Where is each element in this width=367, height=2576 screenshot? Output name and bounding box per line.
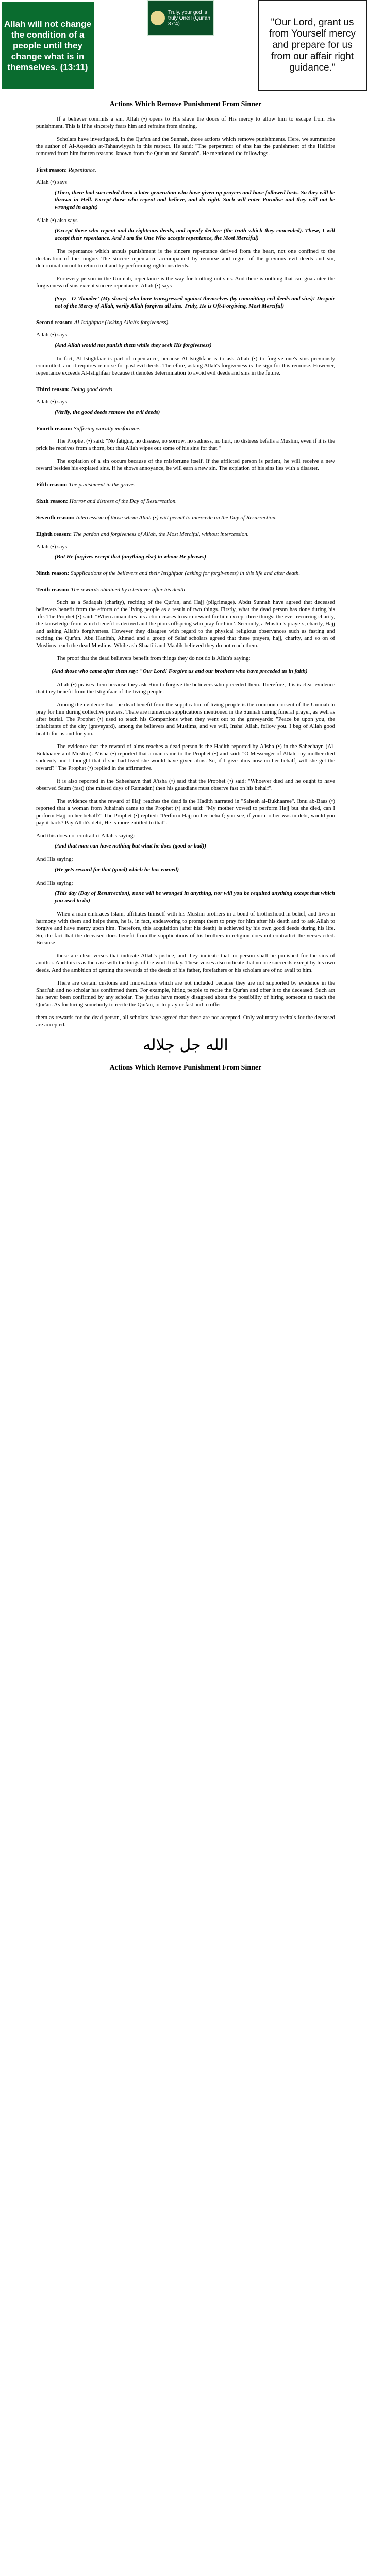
reason-heading-8: Eighth reason: The pardon and forgiveness of Allah, the Most Merciful, without intercession.	[36, 531, 249, 537]
reason-heading-3: Third reason: Doing good deeds	[36, 386, 112, 393]
quran-quote: (Say: "O 'Ibaadee' (My slaves) who have transgressed against themselves (by committing evil deeds and sins)! Despair not of the Mercy of Allah, verily Allah forgives all sins. Truly, He is Oft-Forgiving, Most Merciful)	[55, 296, 335, 309]
paragraph: When a man embraces Islam, affiliates himself with his Muslim brothers in a bond of brotherhood in belief, and lives in harmony with them and helps them, he is, in fact, endeavoring to prompt them to pray for him after his death and to ask Allah to forgive and have mercy upon him. Therefore, this acquisition (after his death) is achieved by his own good deeds during his life. So, the fact that the deceased does benefit from the supplications of his brothers in religion does not contradict the verses cited. Because	[36, 911, 335, 946]
footer-title: Actions Which Remove Punishment From Sinner	[109, 1064, 262, 1072]
paragraph: The repentance which annuls punishment is the sincere repentance derived from the heart, not one confined to the declaration of the tongue. The sincere repentance accompanied by remorse and regret of the previous evil deeds and sin, determination not to return to it and by performing righteous deeds.	[36, 248, 335, 269]
reason-heading-9: Ninth reason: Supplications of the believers and their Istighfaar (asking for forgiveness) in this life and after death.	[36, 570, 301, 577]
reason-heading-5: Fifth reason: The punishment in the grave.	[36, 482, 135, 488]
says-line: And His saying:	[36, 880, 73, 886]
article	[36, 101, 335, 1072]
arabic-calligraphy: الله جل جلاله	[143, 1036, 228, 1054]
quran-quote: (Except those who repent and do righteous deeds, and openly declare (the truth which they concealed). These, I will accept their repentance. And I am the One Who accepts repentance, the Most Merciful)	[55, 228, 335, 241]
paragraph: It is also reported in the Saheehayn that A'isha (•) said that the Prophet (•) said: "Whoever died and he ought to have observed Saum (fast) (the missed days of Ramadan) then his guardians must observe fast on his behalf".	[36, 778, 335, 791]
article-title: Actions Which Remove Punishment From Sinner	[109, 100, 262, 108]
says-line: Allah (•) says	[36, 399, 68, 405]
page-header	[0, 0, 367, 91]
quran-quote: (Then, there had succeeded them a later generation who have given up prayers and have followed lusts. So they will be thrown in Hell. Except those who repent and believe, and do right. Such will enter Paradise and they will not be wronged in aught)	[55, 190, 335, 210]
paragraph: The proof that the dead believers benefit from things they do not do is Allah's saying:	[57, 655, 251, 662]
tawheed-badge	[147, 0, 214, 36]
quran-quote: (But He forgives except that (anything else) to whom He pleases)	[55, 554, 206, 560]
says-line: Allah (•) also says	[36, 217, 78, 224]
paragraph: The expiation of a sin occurs because of the misfortune itself. If the afflicted person is patient, he will receive a new reward besides his expiated sins. If he shows annoyance, he will earn a new sin. The expiation of his sins lies with a disaster.	[36, 458, 335, 471]
quran-quote: (He gets reward for that (good) which he has earned)	[55, 867, 179, 873]
paragraph: In fact, Al-Istighfaar is part of repentance, because Al-Istighfaar is to ask Allah (•) to forgive one's sins previously committed, and it requires remorse for past evil deeds. Therefore, asking Allah's forgiveness is the sign for this remorse. However, repentance exceeds Al-Istighfaar because it denotes determination to avoid evil deeds and sins in the future.	[36, 355, 335, 376]
dua-banner	[258, 0, 367, 91]
paragraph: The evidence that the reward of Hajj reaches the dead is the Hadith narrated in "Saheeh al-Bukhaaree". Ibnu ab-Baas (•) reported that a woman from Juhainah came to the Prophet (•) and said: "My mother vowed to perform Hajj but she died, can I perform Hajj on her behalf?" The Prophet (•) replied: "Perform Hajj on her behalf; you see, if your mother was in debt, would you pay it back? Pay Allah's debt, He is more entitled to that".	[36, 798, 335, 826]
says-line: And this does not contradict Allah's saying:	[36, 833, 135, 839]
reason-heading-10: Tenth reason: The rewards obtained by a believer after his death	[36, 587, 185, 593]
says-line: Allah (•) says	[36, 332, 68, 338]
paragraph: There are certain customs and innovations which are not included because they are not supported by evidence in the Shari'ah and no scholar has confirmed them. For example, hiring people to recite the Qur'an and offer it to the deceased. Such act has never been confirmed by any scholar. The jurists have mostly disagreed about the possibility of hiring someone to teach the Qur'an. As for hiring somebody to recite the Qur'an, or to pray or fast and to offer	[36, 980, 335, 1008]
paragraph: For every person in the Ummah, repentance is the way for blotting out sins. And there is nothing that can guarantee the forgiveness of sins except sincere repentance. Allah (•) says	[36, 276, 335, 289]
paragraph: Such as a Sadaqah (charity), reciting of the Qur'an, and Hajj (pilgrimage). Abdu Sunnah have agreed that deceased believers benefit from the efforts of the living people as a result of two things. Firstly, what the dead person has done during his life. The Prophet (•) said: "When a man dies his action ceases to earn reward for him except three things: the ever-recurring charity, the knowledge from which benefit is derived and the pious offspring who pray for him". Secondly, a Muslim's prayers, charity, Hajj and asking Allah's forgiveness. However they disagree with regard to the physical religious observances such as fasting and reciting the Qur'an. Abu Hanifah, Ahmad and a group of Salaf scholars agreed that these prayers, hajj, charity, and so on of Muslims reach the dead Muslims. While ash-Shaafi'i and Maalik believed they do not reach them.	[36, 599, 335, 649]
reason-heading-7: Seventh reason: Intercession of those whom Allah (•) will permit to intercede on the Day of Resurrection.	[36, 515, 277, 521]
paragraph: If a believer commits a sin, Allah (•) opens to His slave the doors of His mercy to allow him to escape from His punishment. This is if he sincerely fears him and refrains from sinning.	[36, 116, 335, 129]
says-line: Allah (•) says	[36, 179, 68, 185]
paragraph: them as rewards for the dead person, all scholars have agreed that these are not accepted. Only voluntary recitals for the deceased are accepted.	[36, 1014, 335, 1028]
quran-quote: (This day (Day of Resurrection), none will be wronged in anything, nor will you be requited anything except that which you used to do)	[55, 890, 335, 904]
says-line: And His saying:	[36, 856, 73, 862]
says-line: Allah (•) says	[36, 544, 68, 550]
quran-quote: (And those who came after them say: "Our Lord! Forgive us and our brothers who have preceded us in faith)	[52, 668, 308, 674]
reason-heading-4: Fourth reason: Suffering worldly misfortune.	[36, 426, 141, 432]
quran-quote: (And that man can have nothing but what he does (good or bad))	[55, 843, 206, 849]
paragraph: Allah (•) praises them because they ask Him to forgive the believers who preceded them. Therefore, this is clear evidence that they benefit from the Istighfaar of the living people.	[36, 682, 335, 695]
paragraph: these are clear verses that indicate Allah's justice, and they indicate that no person shall be punished for the sins of another. And this is as the case with the kings of the world today. These verses also indicate that no one succeeds except by his own deeds. And the ambition of getting the rewards of the deeds of his father, forefathers or his scholars are of no avail to him.	[36, 953, 335, 973]
quran-verse-text: Allah will not change the condition of a people until they change what is in themselves. (13:11)	[4, 19, 92, 72]
paragraph: Scholars have investigated, in the Qur'an and the Sunnah, those actions which remove punishments. Here, we summarize the author of Al-Aqeedah at-Tahaawiyyah in this respect. He said: "The perpetrator of sins has the punishment of the Hellfire removed from him for ten reasons, known from the Qur'an and Sunnah". He mentioned the followings.	[36, 136, 335, 157]
seal-icon	[151, 11, 165, 25]
quran-quote: (Verily, the good deeds remove the evil deeds)	[55, 409, 160, 415]
dua-text: "Our Lord, grant us from Yourself mercy and prepare for us from our affair right guidance."	[269, 17, 356, 73]
reason-heading-1: First reason: Repentance.	[36, 167, 96, 173]
reason-heading-6: Sixth reason: Horror and distress of the Day of Resurrection.	[36, 498, 177, 504]
quran-quote: (And Allah would not punish them while they seek His forgiveness)	[55, 342, 212, 348]
paragraph: Among the evidence that the dead benefit from the supplication of living people is the common consent of the Ummah to pray for him during collective prayers. There are numerous supplications mentioned in the Sunnah during funeral prayer, as well as after burial. The Prophet (•) used to teach his Companions when they went out to the graveyards: "Peace be upon you, the inhabitants of the city (graveyard), among the believers and Muslims, and we will, Insha' Allah, follow you. I beg of Allah good health for us and for you."	[36, 702, 335, 737]
paragraph: The Prophet (•) said: "No fatigue, no disease, no sorrow, no sadness, no hurt, no distress befalls a Muslim, even if it is the prick he receives from a thorn, but that Allah wipes out some of his sins for that."	[36, 438, 335, 451]
badge-text: Truly, your god is truly One!! (Qur'an 37:4)	[168, 9, 210, 27]
reason-heading-2: Second reason: Al-Istighfaar (Asking Allah's forgiveness).	[36, 319, 170, 326]
quran-verse-banner	[0, 0, 95, 91]
paragraph: The evidence that the reward of alms reaches a dead person is the Hadith reported by A'isha (•) in the Saheehayn (Al-Bukhaaree and Muslim). A'isha (•) reported that a man came to the Prophet (•) and said: "O Messenger of Allah, my mother died suddenly and I thought that if she had lived she would have given alms. So, if I give alms now on her behalf, will she get the reward?" The Prophet (•) replied in the affirmative.	[36, 743, 335, 771]
